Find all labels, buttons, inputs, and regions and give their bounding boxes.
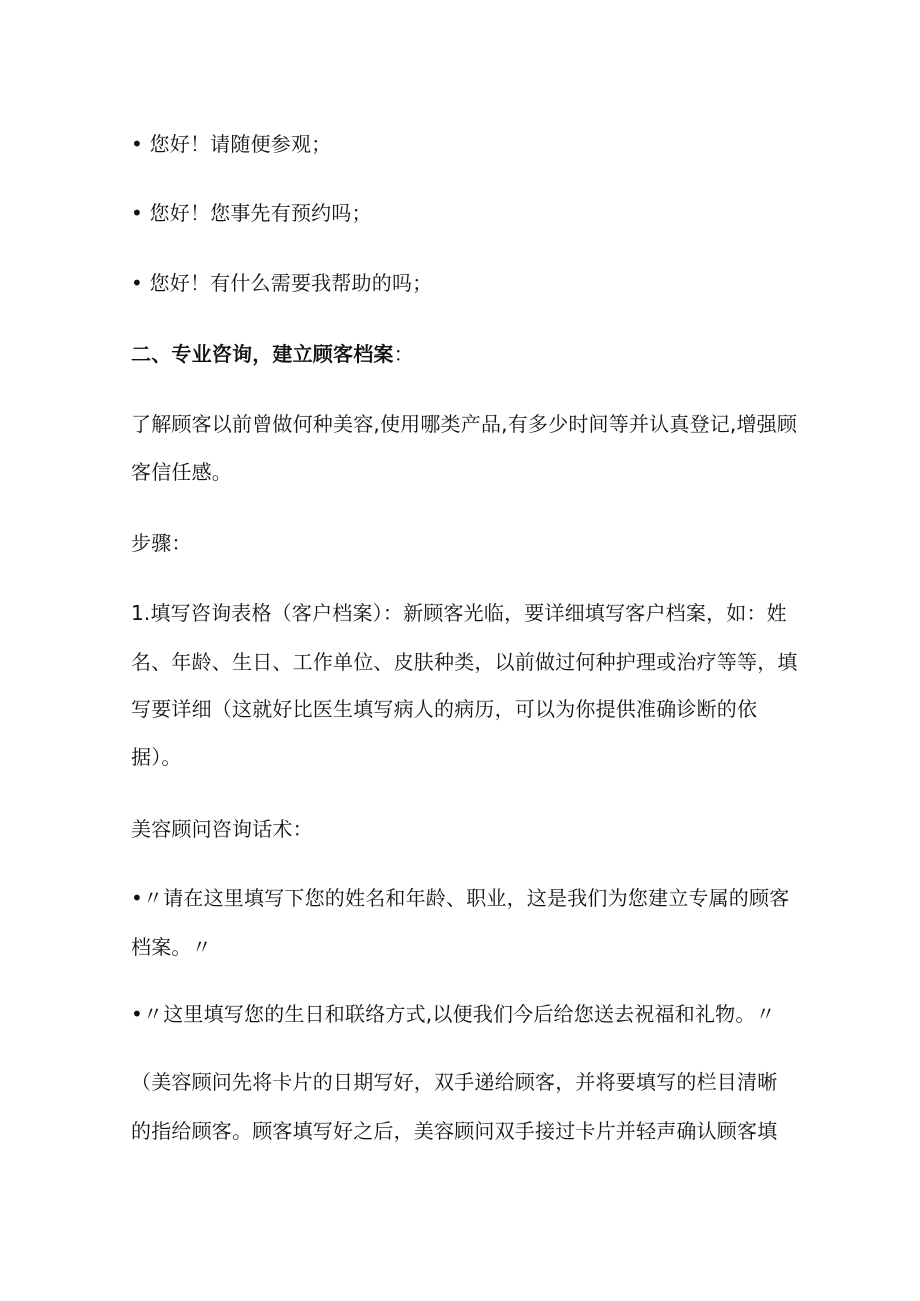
section-heading-colon: ： bbox=[393, 342, 414, 366]
step1-paragraph-line: 名、年龄、生日、工作单位、皮肤种类，以前做过何种护理或治疗等等，填 bbox=[131, 650, 798, 674]
step1-paragraph-line: 1.填写咨询表格（客户档案）：新顾客光临，要详细填写客户档案，如：姓 bbox=[131, 601, 787, 625]
greeting-item-2: • 您好！您事先有预约吗； bbox=[131, 201, 372, 225]
step1-paragraph-line: 据）。 bbox=[131, 745, 182, 769]
intro-paragraph-line: 客信任感。 bbox=[131, 460, 232, 484]
greeting-item-1: • 您好！请随便参观； bbox=[131, 132, 332, 156]
script-item-2-line: •〃这里填写您的生日和联络方式,以便我们今后给您送去祝福和礼物。〃 bbox=[131, 1002, 776, 1026]
script-item-1-line: •〃请在这里填写下您的姓名和年龄、职业，这是我们为您建立专属的顾客 bbox=[131, 886, 790, 910]
intro-paragraph-line: 了解顾客以前曾做何种美容,使用哪类产品,有多少时间等并认真登记,增强顾 bbox=[131, 412, 798, 436]
section-heading bbox=[131, 340, 414, 368]
section-heading-text: 二、专业咨询，建立顾客档案 bbox=[131, 342, 394, 366]
note-paragraph-line: 的指给顾客。顾客填写好之后，美容顾问双手接过卡片并轻声确认顾客填 bbox=[131, 1119, 778, 1143]
note-paragraph-line: （美容顾问先将卡片的日期写好，双手递给顾客，并将要填写的栏目清晰 bbox=[131, 1070, 778, 1094]
steps-label: 步骤： bbox=[131, 531, 192, 555]
greeting-item-3: • 您好！有什么需要我帮助的吗； bbox=[131, 271, 433, 295]
script-label: 美容顾问咨询话术： bbox=[131, 817, 313, 841]
step1-paragraph-line: 写要详细（这就好比医生填写病人的病历，可以为你提供准确诊断的依 bbox=[131, 697, 758, 721]
script-item-1-line: 档案。〃 bbox=[131, 935, 212, 959]
